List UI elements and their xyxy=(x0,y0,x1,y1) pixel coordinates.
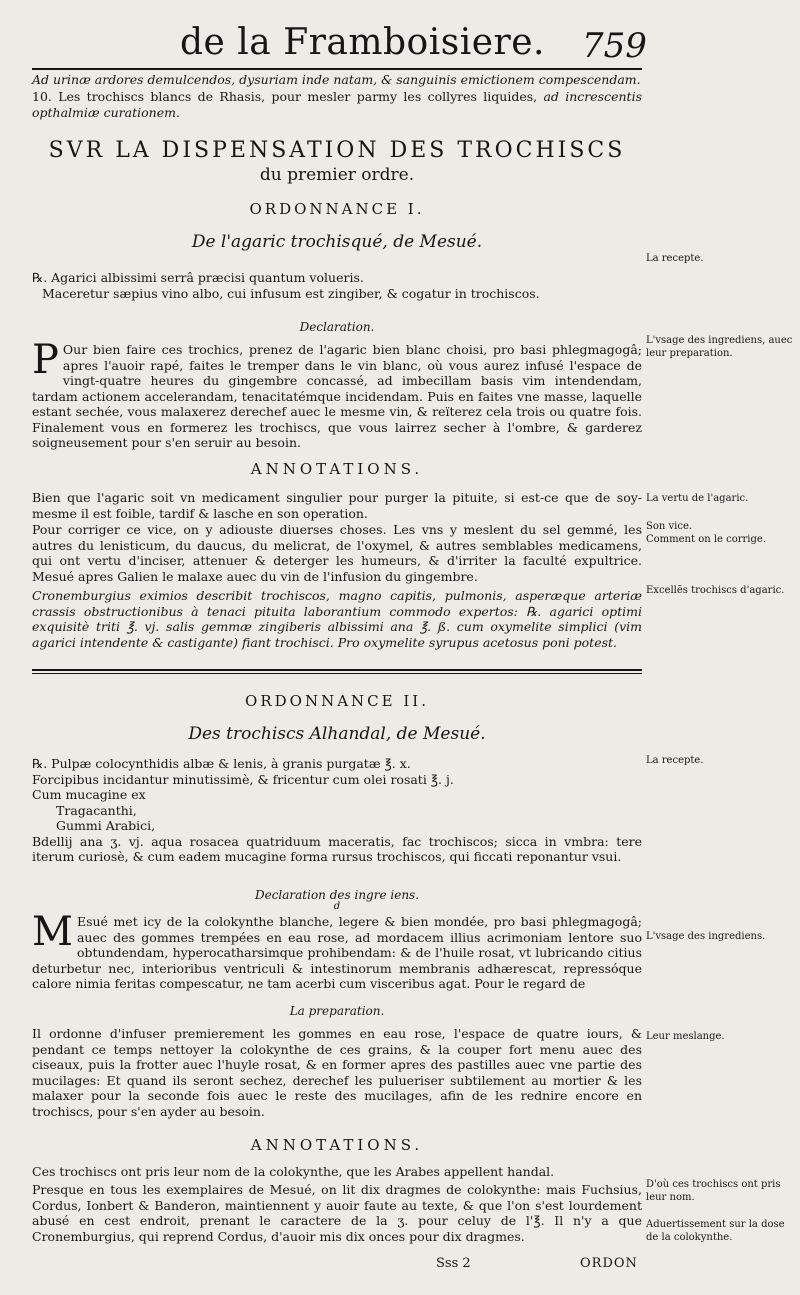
recipe-line: Gummi Arabici, xyxy=(56,818,156,833)
ordonnance-2-heading: ORDONNANCE II. xyxy=(245,692,429,710)
signature-mark: d xyxy=(333,901,341,912)
annotation-1-p1: Bien que l'agaric soit vn medicament singulier pour purger la pituite, si est-ce que de soy-mesme il est foible, tardif & lasche en son operation. xyxy=(32,490,642,521)
annotation-2-p1: Ces trochiscs ont pris leur nom de la colokynthe, que les Arabes appellent handal. xyxy=(32,1164,555,1179)
recipe-line: ℞. Pulpæ colocynthidis albæ & lenis, à granis purgatæ ℥. x. xyxy=(32,756,411,771)
margin-note: La recepte. xyxy=(646,755,704,766)
declaration-text: Esué met icy de la colokynthe blanche, legere & bien mondée, pro basi phlegmagogâ; auec des gommes trempées en eau rose, ad mordacem illius acrimoniam lentore suo obtundendam, hyperocatharsimque prohibendam: & de l'huile rosat, vt lubricando citius deturbetur nec, interioribus ventriculi & intestinorum membranis adhærescat, repressóque calore nimia feritas compescatur, ne tam acerbi cum visceribus agat. Pour le regard de xyxy=(32,914,642,991)
running-head: de la Framboisiere. xyxy=(180,22,545,63)
declaration-label: Declaration. xyxy=(299,320,375,334)
item-number: 10. xyxy=(32,89,52,104)
annotation-1-p3: Cronemburgius eximios describit trochiscos, magno capitis, pulmonis, asperæque arteriæ crassis obstructionibus à tenaci pituita laborantium commodo expertos: ℞. agarici optimi exquisitè triti ℥. vj. salis gemmæ zingiberis albissimi ana ℥. ß. cum oxymelite simplici (vim agarici intendente & castigante) fiant trochisci. Pro oxymelite syrupus acetosus poni potest. xyxy=(32,588,642,650)
drop-cap: P xyxy=(32,337,59,383)
recipe-2 xyxy=(32,756,642,865)
recipe-line: ℞. Agarici albissimi serrâ præcisi quantum volueris. xyxy=(32,270,364,285)
margin-note: Excellẽs trochiscs d'agaric. xyxy=(646,585,785,596)
margin-note: Aduertissement sur la dose de la colokynthe. xyxy=(646,1219,785,1243)
intro-latin-line: Ad urinæ ardores demulcendos, dysuriam inde natam, & sanguinis emictionem compescendam. xyxy=(32,72,641,87)
declaration-2-label xyxy=(32,888,642,912)
ordonnance-1-heading: ORDONNANCE I. xyxy=(249,200,425,218)
page-number: 759 xyxy=(582,26,647,66)
preparation-text: Il ordonne d'infuser premierement les gommes en eau rose, l'espace de quatre iours, & pendant ce temps nettoyer la colokynthe de ces grains, & la couper fort menu auec des ciseaux, puis la frotter auec l'huyle rosat, & en former apres des pastilles auec vne partie des mucilages: Et quand ils seront sechez, derechef les pulueriser subtilement au mortier & les malaxer pour la seconde fois auec le reste des mucilages, afin de les rednire encore en trochiscs, pour s'en ayder au besoin. xyxy=(32,1026,642,1119)
margin-note: Comment on le corrige. xyxy=(646,534,767,545)
recipe-line: Forcipibus incidantur minutissimè, & fricentur cum olei rosati ℥. j. xyxy=(32,771,454,787)
ordonnance-2-subheading: Des trochiscs Alhandal, de Mesué. xyxy=(188,724,486,744)
section-subtitle: du premier ordre. xyxy=(259,165,415,185)
declaration-text: Our bien faire ces trochics, prenez de l'agaric bien blanc choisi, pro basi phlegmagogâ; apres l'auoir rapé, faites le tremper dans le vin blanc, où vous aurez infusé l'espace de vingt-quatre heures du gingembre concassé, ad imbecillam basis vim intendendam, tardam actionem accelerandam, tenacitatémque incidendam. Puis en faites vne masse, laquelle estant sechée, vous malaxerez derechef auec le mesme vin, & reïterez cela trois ou quatre fois. Finalement vous en formerez les trochiscs, que vous lairrez secher à l'ombre, & garderez soigneusement pour s'en seruir au besoin. xyxy=(32,342,642,450)
drop-cap: M xyxy=(32,909,73,955)
margin-note: L'vsage des ingrediens, auec leur preparation. xyxy=(646,335,793,359)
catchword: ORDON xyxy=(580,1256,638,1271)
section-divider xyxy=(32,669,642,674)
margin-note: Son vice. xyxy=(646,521,693,532)
margin-note: L'vsage des ingrediens. xyxy=(646,931,766,942)
ordonnance-1-subheading: De l'agaric trochisqué, de Mesué. xyxy=(191,232,483,252)
section-title: SVR LA DISPENSATION DES TROCHISCS xyxy=(48,138,626,163)
annotations-1-label: ANNOTATIONS. xyxy=(250,460,424,478)
declaration-label-text: Declaration des ingre iens. xyxy=(254,888,420,902)
recipe-1 xyxy=(32,270,642,301)
item-latin: ad increscentis opthalmiæ curationem. xyxy=(32,89,642,120)
declaration-2 xyxy=(32,909,642,992)
margin-note: La vertu de l'agaric. xyxy=(646,493,749,504)
margin-note: D'où ces trochiscs ont pris leur nom. xyxy=(646,1179,781,1203)
declaration-1 xyxy=(32,337,642,451)
preparation-label: La preparation. xyxy=(289,1004,385,1018)
signature-mark-footer: Sss 2 xyxy=(436,1256,471,1271)
recipe-line: Bdellij ana ʒ. vj. aqua rosacea quatriduum maceratis, fac trochiscos; sicca in vmbra: tere iterum curiosè, & cum eadem mucagine forma rursus trochiscos, qui ficcati reponantur vsui. xyxy=(32,833,642,864)
annotation-1-p2: Pour corriger ce vice, on y adiouste diuerses choses. Les vns y meslent du sel gemmé, les autres du lenisticum, du daucus, du melicrat, de l'oxymel, & autres semblables medicamens, qui ont vertu d'inciser, attenuer & deterger les humeurs, & d'irriter la faculté expultrice. Mesué apres Galien le malaxe auec du vin de l'infusion du gingembre. xyxy=(32,522,642,584)
annotation-2-p2: Presque en tous les exemplaires de Mesué, on lit dix dragmes de colokynthe: mais Fuchsius, Cordus, Ionbert & Banderon, maintiennent y auoir faute au texte, & que l'on s'est lourdement abusé en cest endroit, prenant le caractere de la ʒ. pour celuy de l'℥. Il n'y a que Cronemburgius, qui reprend Cordus, d'auoir mis dix onces pour dix dragmes. xyxy=(32,1182,642,1244)
recipe-line: Tragacanthi, xyxy=(56,802,137,818)
header-rule xyxy=(32,68,642,70)
recipe-line: Maceretur sæpius vino albo, cui infusum est zingiber, & cogatur in trochiscos. xyxy=(42,285,540,301)
item-text: Les trochiscs blancs de Rhasis, pour mesler parmy les collyres liquides, xyxy=(58,89,538,104)
margin-note: Leur meslange. xyxy=(646,1031,725,1042)
annotations-2-label: ANNOTATIONS. xyxy=(250,1136,424,1154)
intro-item-10 xyxy=(32,89,642,120)
margin-note: La recepte. xyxy=(646,253,704,264)
recipe-line: Cum mucagine ex xyxy=(32,787,146,802)
